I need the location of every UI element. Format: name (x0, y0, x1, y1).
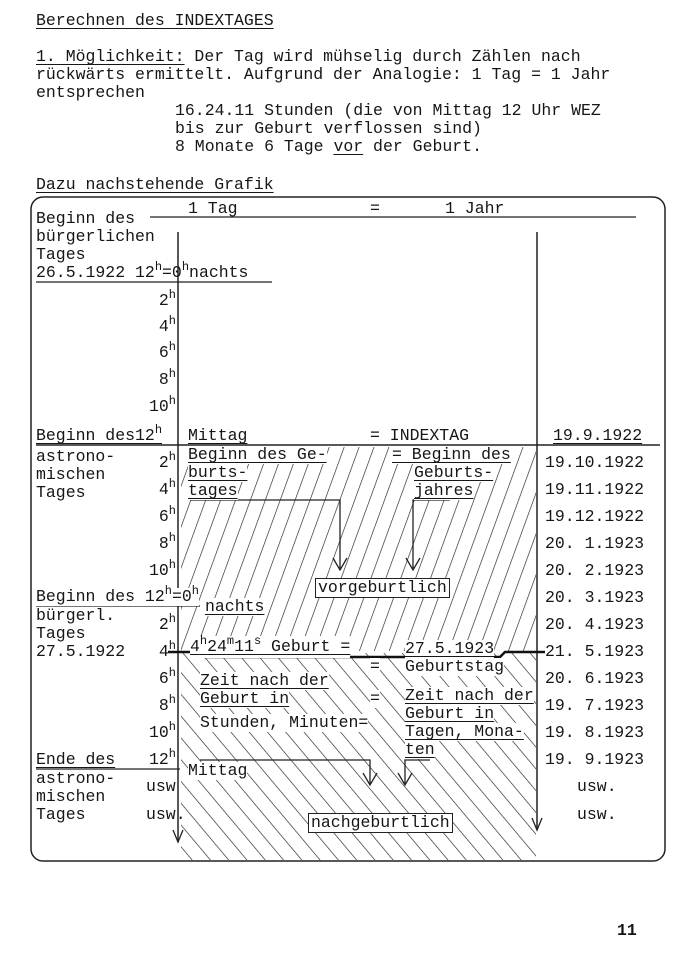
date: 19.10.1922 (545, 453, 645, 472)
paragraph-line-2: rückwärts ermittelt. Aufgrund der Analogie: 1 Tag = 1 Jahr (36, 65, 611, 84)
h: h (168, 394, 176, 408)
n: 2 (158, 291, 169, 310)
indent-line-1: 16.24.11 Stunden (die von Mittag 12 Uhr WEZ (175, 101, 601, 120)
h: h (168, 720, 176, 734)
text: Beginn des 12 (36, 587, 165, 606)
indent-line-2: bis zur Geburt verflossen sind) (175, 119, 482, 138)
date: 20. 2.1923 (545, 561, 645, 580)
usw: usw (146, 777, 176, 796)
date: 20. 3.1923 (545, 588, 645, 607)
n: 8 (158, 696, 169, 715)
h: h (168, 340, 176, 354)
date: 20. 1.1923 (545, 534, 645, 553)
page-title: Berechnen des INDEXTAGES (36, 11, 274, 30)
hour (148, 558, 176, 580)
date: 20. 4.1923 (545, 615, 645, 634)
h: h (168, 666, 176, 680)
h: h (168, 367, 176, 381)
hour (158, 693, 176, 715)
hour (158, 666, 176, 688)
h: h (168, 693, 176, 707)
date: 19. 7.1923 (545, 696, 645, 715)
label: 27.5.1922 (36, 642, 126, 661)
text: =0 (171, 587, 192, 606)
h: h (168, 450, 176, 464)
after-days: Zeit nach der (405, 686, 534, 705)
after-days: Geburt in (405, 704, 495, 723)
mittag: Mittag (188, 426, 248, 445)
birthyear-start: Geburts- (414, 463, 494, 482)
hour (148, 720, 176, 742)
hour (158, 477, 176, 499)
n: 10 (148, 397, 169, 416)
h: h (168, 288, 176, 302)
paragraph-text: Der Tag wird mühselig durch Zählen nach (184, 47, 581, 66)
hour (148, 747, 176, 769)
birthyear-start: jahres (414, 481, 474, 500)
after-days: Tagen, Mona- (405, 722, 524, 741)
text: =0 (162, 263, 182, 282)
prenatal-label: vorgeburtlich (315, 578, 450, 598)
n: 6 (158, 507, 169, 526)
birth-time: 4$^h$24$^m$11$^s$ Geburt = (190, 634, 351, 656)
postnatal-label: nachgeburtlich (308, 813, 453, 833)
date: 19.11.1922 (545, 480, 645, 499)
h: h (181, 260, 190, 274)
eq: = (370, 657, 380, 676)
label: bürgerlichen (36, 227, 155, 246)
date: 20. 6.1923 (545, 669, 645, 688)
nachts: nachts (205, 597, 265, 616)
h: h (164, 584, 172, 598)
label-civil-start (36, 584, 199, 606)
after-hours: Stunden, Minuten= (200, 713, 369, 732)
hour (158, 612, 176, 634)
birthday-start: Beginn des Ge- (188, 445, 327, 464)
text: Geburt = (271, 637, 351, 656)
label: astrono- (36, 447, 116, 466)
n: 4 (158, 642, 169, 661)
birthday-start: tages (188, 481, 238, 500)
h: h (154, 423, 163, 437)
n: 2 (158, 453, 169, 472)
text: 8 Monate 6 Tage (175, 137, 334, 156)
label: Tages (36, 805, 86, 824)
eq: = (370, 689, 380, 708)
h: h (168, 612, 176, 626)
indextag: = INDEXTAG (370, 426, 470, 445)
date: usw. (577, 805, 617, 824)
label: Tages (36, 245, 86, 264)
date: 19. 9.1923 (545, 750, 645, 769)
text: 26.5.1922 12 (36, 263, 155, 282)
paragraph-line-1 (36, 48, 581, 66)
hour (158, 314, 176, 336)
birthyear-start: = Beginn des (392, 445, 511, 464)
label: Beginn des (36, 209, 136, 228)
n: 6 (158, 669, 169, 688)
birth-date: 27.5.1923 (405, 639, 495, 658)
label: bürgerl. (36, 606, 116, 625)
text: der Geburt. (363, 137, 482, 156)
h: h (168, 504, 176, 518)
n: 11 (234, 637, 254, 656)
n: 24 (207, 637, 227, 656)
option-label: 1. Möglichkeit: (36, 47, 185, 66)
n: 2 (158, 615, 169, 634)
date: 19.12.1922 (545, 507, 645, 526)
hour (158, 367, 176, 389)
n: 8 (158, 534, 169, 553)
date: 19.9.1922 (553, 426, 643, 445)
date: 21. 5.1923 (545, 642, 645, 661)
n: 8 (158, 370, 169, 389)
text: Beginn des12 (36, 426, 155, 445)
emphasis: vor (333, 137, 364, 156)
h: h (199, 634, 208, 648)
label: Ende des (36, 750, 116, 769)
h: h (168, 314, 176, 328)
figure-caption: Dazu nachstehende Grafik (36, 175, 274, 194)
h: h (191, 584, 199, 598)
hour (158, 288, 176, 310)
n: 4 (158, 317, 169, 336)
indent-line-3 (175, 138, 482, 156)
page-number: 11 (617, 921, 637, 940)
h: h (168, 477, 176, 491)
n: 10 (148, 561, 169, 580)
header-year: 1 Jahr (445, 199, 505, 218)
h: h (168, 558, 176, 572)
usw: usw. (146, 805, 186, 824)
h: h (168, 747, 176, 761)
hour (148, 394, 176, 416)
n: 4 (190, 637, 200, 656)
after-hours: Geburt in (200, 689, 290, 708)
date: 19. 8.1923 (545, 723, 645, 742)
hour (158, 504, 176, 526)
header-day: 1 Tag (188, 199, 238, 218)
n: 12 (148, 750, 169, 769)
n: 4 (158, 480, 169, 499)
geburtstag: Geburtstag (405, 657, 505, 676)
date: usw. (577, 777, 617, 796)
hour (158, 450, 176, 472)
label: astrono- (36, 769, 116, 788)
h: h (168, 531, 176, 545)
hour (158, 531, 176, 553)
label: Tages (36, 624, 86, 643)
mittag-end: Mittag (188, 761, 248, 780)
hour (158, 639, 176, 661)
label-start-date (36, 260, 249, 282)
label-noon (36, 423, 163, 445)
after-days: ten (405, 740, 435, 759)
birthday-start: burts- (188, 463, 248, 482)
label: mischen (36, 787, 106, 806)
label: mischen (36, 465, 106, 484)
text: nachts (189, 263, 249, 282)
h: h (154, 260, 163, 274)
n: 10 (148, 723, 169, 742)
n: 6 (158, 343, 169, 362)
h: h (168, 639, 176, 653)
label: Tages (36, 483, 86, 502)
after-hours: Zeit nach der (200, 671, 329, 690)
paragraph-line-3: entsprechen (36, 83, 145, 102)
hour (158, 340, 176, 362)
header-eq: = (370, 199, 380, 218)
